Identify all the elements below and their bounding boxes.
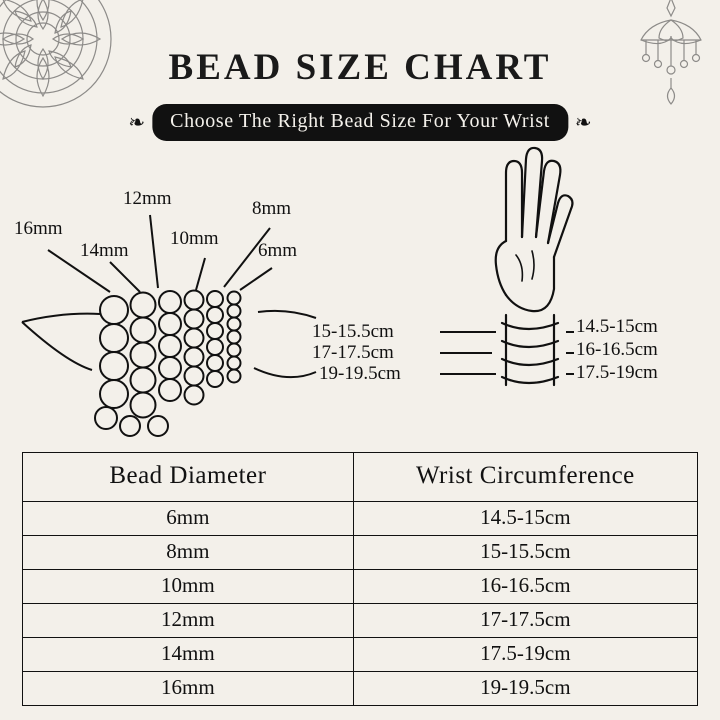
cell-bead-diameter: 10mm: [23, 570, 354, 604]
bead-label-6mm: 6mm: [258, 240, 298, 261]
cell-wrist-circumference: 17.5-19cm: [353, 638, 697, 672]
bead-label-14mm: 14mm: [80, 240, 129, 261]
flourish-left-icon: ❧: [128, 111, 146, 134]
table-row: [23, 570, 698, 604]
table-row: [23, 672, 698, 706]
table-row: [23, 502, 698, 536]
cell-wrist-circumference: 15-15.5cm: [353, 536, 697, 570]
bead-label-12mm: 12mm: [123, 188, 172, 209]
table-row: [23, 638, 698, 672]
cell-bead-diameter: 8mm: [23, 536, 354, 570]
cell-wrist-circumference: 16-16.5cm: [353, 570, 697, 604]
size-table: [22, 452, 698, 706]
table-header-wrist-circumference: Wrist Circumference: [353, 453, 697, 502]
cell-bead-diameter: 14mm: [23, 638, 354, 672]
table-header-bead-diameter: Bead Diameter: [23, 453, 354, 502]
wrist-label-left-2: 17-17.5cm: [312, 342, 394, 363]
cell-wrist-circumference: 19-19.5cm: [353, 672, 697, 706]
subtitle-text: Choose The Right Bead Size For Your Wrist: [152, 104, 568, 141]
wrist-label-right-2: 16-16.5cm: [576, 339, 658, 360]
cell-wrist-circumference: 17-17.5cm: [353, 604, 697, 638]
wrist-label-left-3: 19-19.5cm: [319, 363, 401, 384]
cell-bead-diameter: 16mm: [23, 672, 354, 706]
page-title: BEAD SIZE CHART: [168, 47, 552, 88]
subtitle-banner: [128, 104, 591, 141]
bead-label-10mm: 10mm: [170, 228, 219, 249]
flourish-right-icon: ❧: [574, 111, 592, 134]
wrist-label-left-1: 15-15.5cm: [312, 321, 394, 342]
diagram-area: [0, 140, 720, 440]
bead-label-8mm: 8mm: [252, 198, 292, 219]
table-row: [23, 536, 698, 570]
table-header-row: [23, 453, 698, 502]
wrist-label-right-1: 14.5-15cm: [576, 316, 658, 337]
bead-label-16mm: 16mm: [14, 218, 63, 239]
cell-bead-diameter: 6mm: [23, 502, 354, 536]
table-row: [23, 604, 698, 638]
wrist-label-right-3: 17.5-19cm: [576, 362, 658, 383]
cell-bead-diameter: 12mm: [23, 604, 354, 638]
cell-wrist-circumference: 14.5-15cm: [353, 502, 697, 536]
